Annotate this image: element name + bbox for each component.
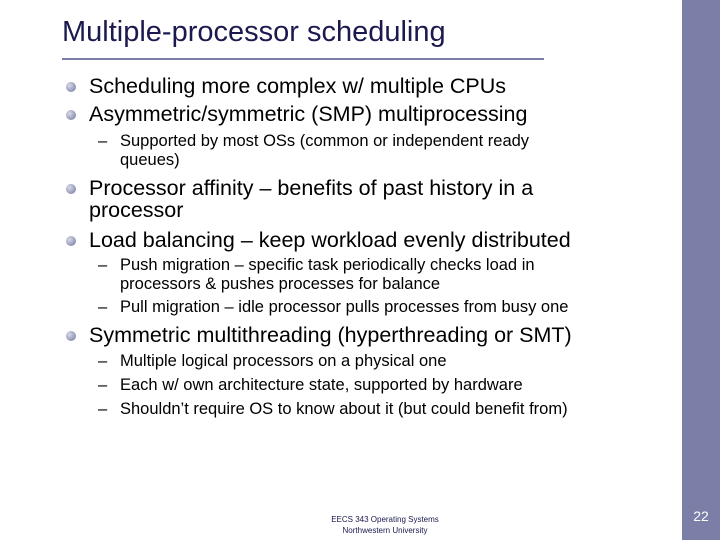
dash-marker: –: [98, 298, 108, 316]
bullet-text: Scheduling more complex w/ multiple CPUs: [89, 74, 507, 98]
bullet-text: Processor affinity – benefits of past history in a: [89, 176, 534, 200]
sidebar-band: [682, 0, 720, 540]
sub-bullet-text: Each w/ own architecture state, supported by hardware: [120, 376, 523, 394]
sub-bullet-text: Supported by most OSs (common or independent ready: [120, 132, 530, 150]
dash-marker: –: [98, 400, 108, 418]
sub-bullet-text: queues): [120, 151, 180, 169]
sub-bullet-text: processors & pushes processes for balance: [120, 275, 441, 293]
bullet-icon: [66, 184, 76, 194]
bullet-icon: [66, 110, 76, 120]
sub-bullet-text: Pull migration – idle processor pulls processes from busy one: [120, 298, 569, 316]
bullet-icon: [66, 236, 76, 246]
dash-marker: –: [98, 376, 108, 394]
bullet-icon: [66, 82, 76, 92]
footer-course: EECS 343 Operating Systems: [331, 515, 439, 524]
sub-bullet-text: Push migration – specific task periodically checks load in: [120, 256, 535, 274]
bullet-text: Asymmetric/symmetric (SMP) multiprocessing: [89, 102, 528, 126]
slide-number: 22: [693, 508, 709, 524]
dash-marker: –: [98, 132, 108, 150]
bullet-text: Symmetric multithreading (hyperthreading or SMT): [89, 323, 572, 347]
dash-marker: –: [98, 352, 108, 370]
bullet-icon: [66, 331, 76, 341]
sub-bullet-text: Multiple logical processors on a physical one: [120, 352, 447, 370]
bullet-text: Load balancing – keep workload evenly distributed: [89, 228, 571, 252]
bullet-text: processor: [89, 198, 184, 222]
dash-marker: –: [98, 256, 108, 274]
sub-bullet-text: Shouldn’t require OS to know about it (but could benefit from): [120, 400, 568, 418]
slide-title: Multiple-processor scheduling: [62, 16, 446, 48]
slide-footer: [300, 514, 470, 536]
footer-university: Northwestern University: [342, 526, 428, 535]
